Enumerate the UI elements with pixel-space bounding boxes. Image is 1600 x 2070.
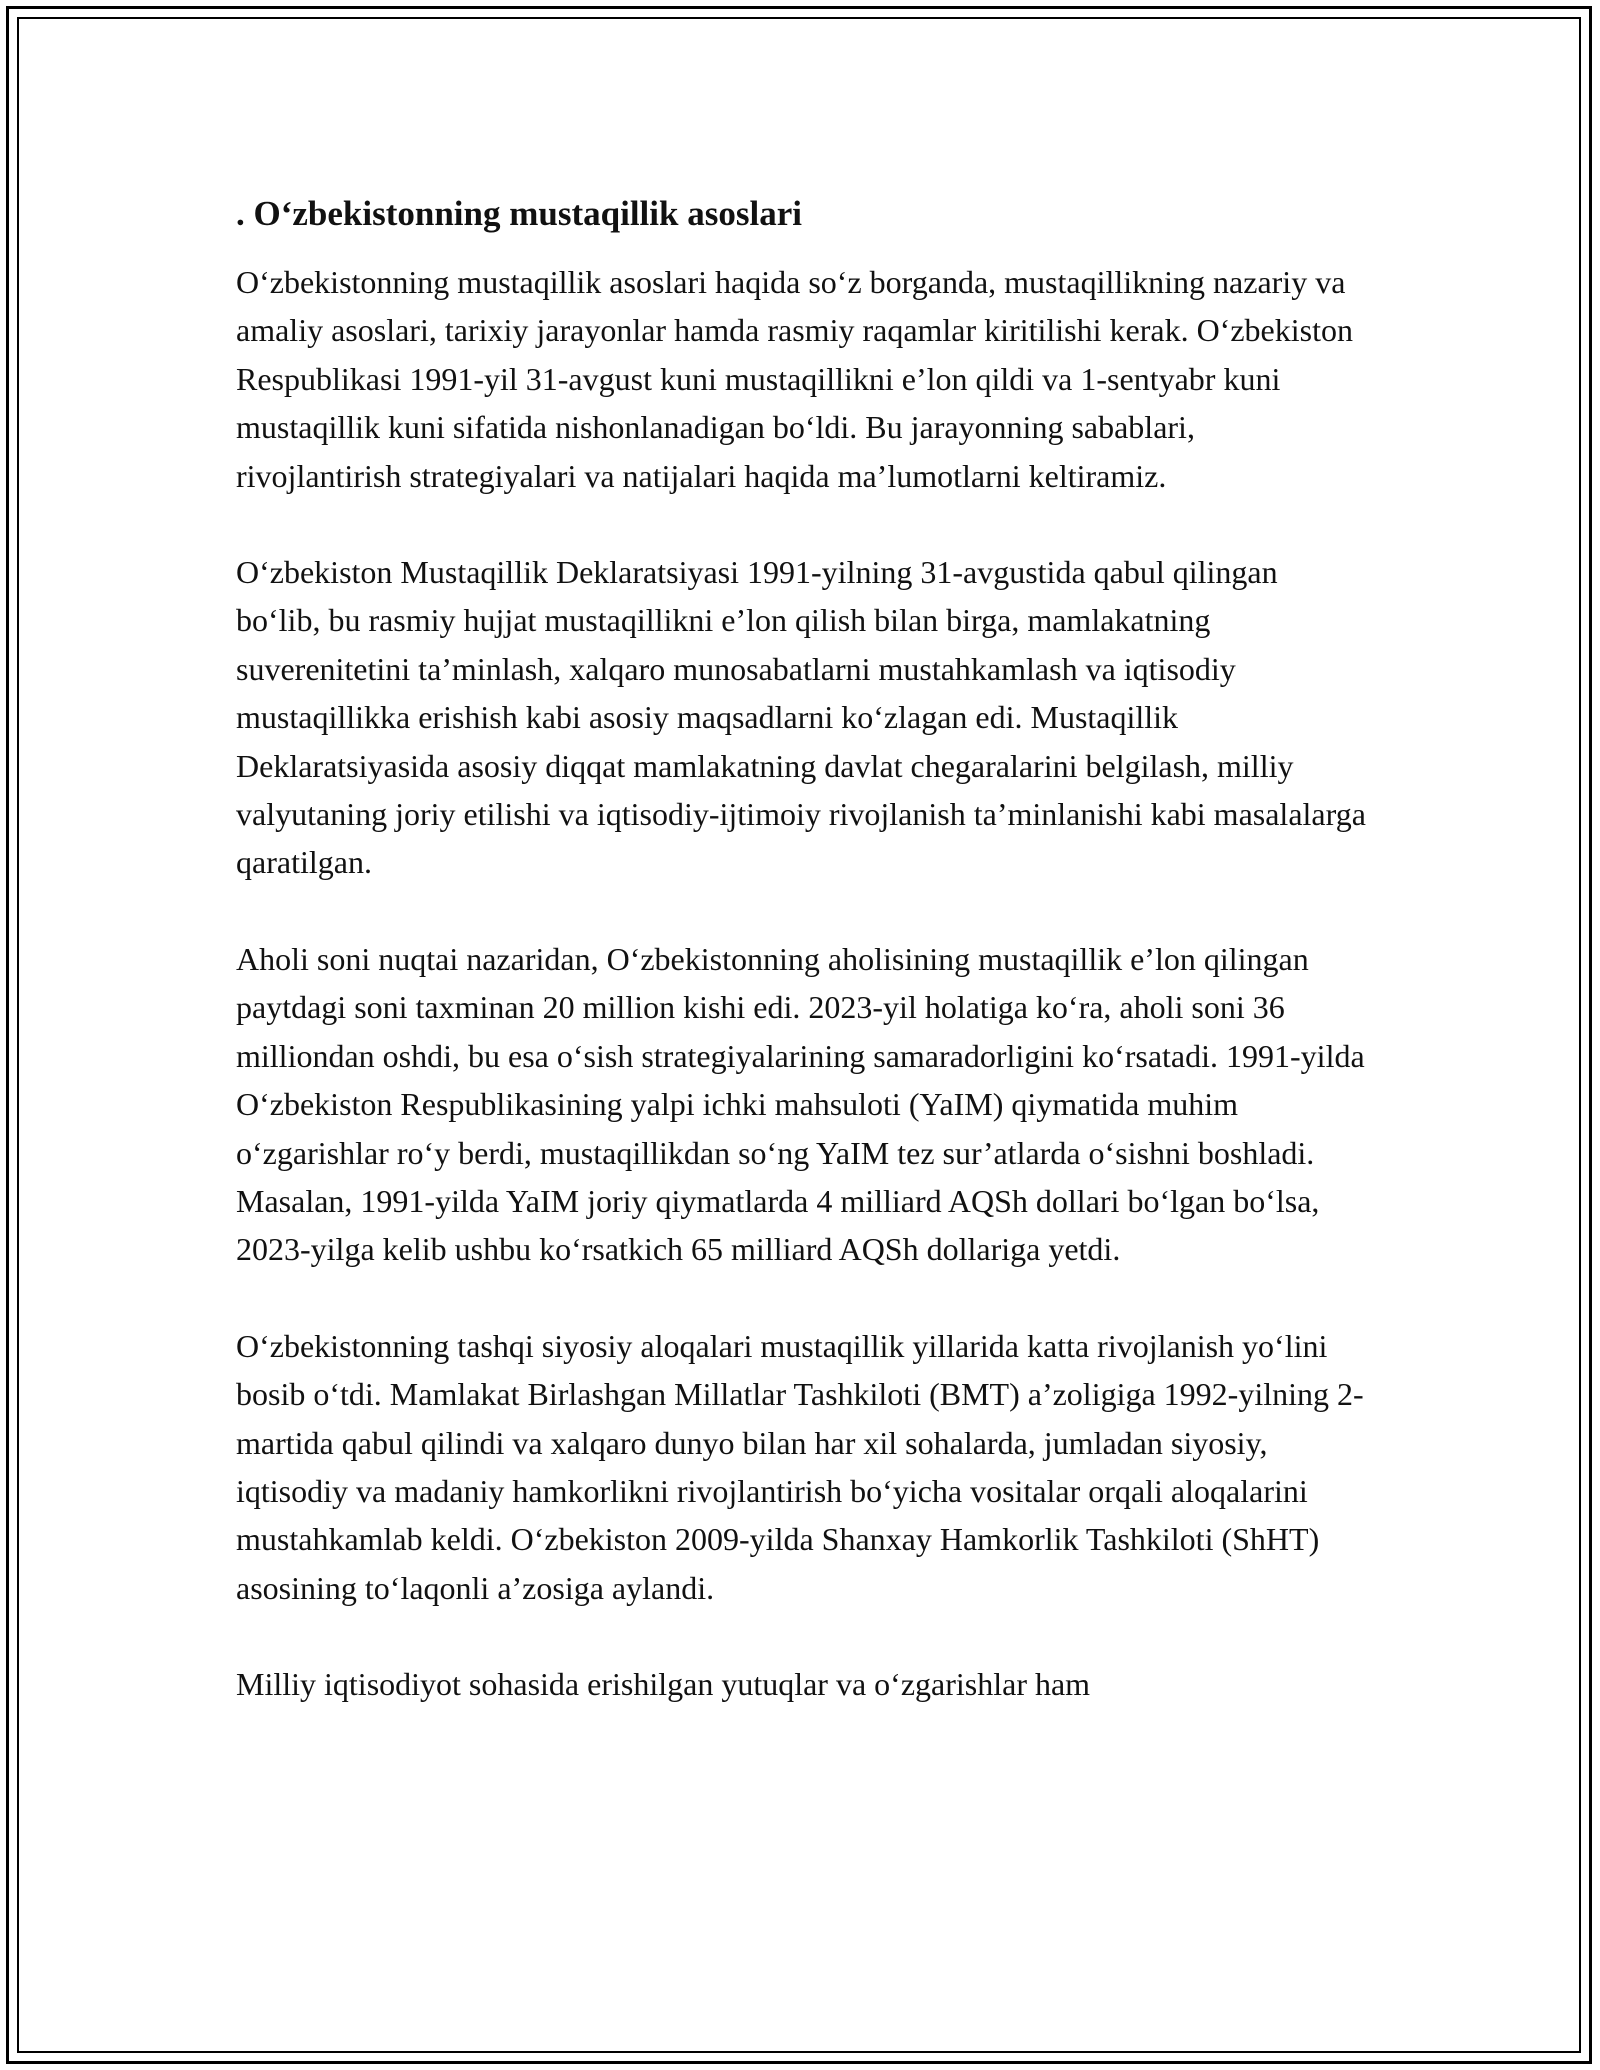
- document-body: [236, 190, 1366, 1757]
- paragraph-4: O‘zbekistonning tashqi siyosiy aloqalari mustaqillik yillarida katta rivojlanish yo‘lini bosib o‘tdi. Mamlakat Birlashgan Millatlar Tashkiloti (BMT) a’zoligiga 1992-yilning 2-martida qabul qilindi va xalqaro dunyo bilan har xil sohalarda, jumladan siyosiy, iqtisodiy va madaniy hamkorlikni rivojlantirish bo‘yicha vositalar orqali aloqalarini mustahkamlab keldi. O‘zbekiston 2009-yilda Shanxay Hamkorlik Tashkiloti (ShHT) asosining to‘laqonli a’zosiga aylandi.: [236, 1327, 1364, 1606]
- paragraph-3: Aholi soni nuqtai nazaridan, O‘zbekistonning aholisining mustaqillik e’lon qilingan paytdagi soni taxminan 20 million kishi edi. 2023-yil holatiga ko‘ra, aholi soni 36 milliondan oshdi, bu esa o‘sish strategiyalarining samaradorligini ko‘rsatadi. 1991-yilda O‘zbekiston Respublikasining yalpi ichki mahsuloti (YaIM) qiymatida muhim o‘zgarishlar ro‘y berdi, mustaqillikdan so‘ng YaIM tez sur’atlarda o‘sishni boshladi. Masalan, 1991-yilda YaIM joriy qiymatlarda 4 milliard AQSh dollari bo‘lgan bo‘lsa, 2023-yilga kelib ushbu ko‘rsatkich 65 milliard AQSh dollariga yetdi.: [236, 940, 1365, 1268]
- paragraph-1: O‘zbekistonning mustaqillik asoslari haqida so‘z borganda, mustaqillikning nazariy va amaliy asoslari, tarixiy jarayonlar hamda rasmiy raqamlar kiritilishi kerak. O‘zbekiston Respublikasi 1991-yil 31-avgust kuni mustaqillikni e’lon qildi va 1-sentyabr kuni mustaqillik kuni sifatida nishonlanadigan bo‘ldi. Bu jarayonning sabablari, rivojlantirish strategiyalari va natijalari haqida ma’lumotlarni keltiramiz.: [236, 264, 1353, 494]
- document-title: . O‘zbekistonning mustaqillik asoslari: [236, 194, 802, 233]
- paragraph-2: O‘zbekiston Mustaqillik Deklaratsiyasi 1991-yilning 31-avgustida qabul qilingan bo‘lib, bu rasmiy hujjat mustaqillikni e’lon qilish bilan birga, mamlakatning suverenitetini ta’minlash, xalqaro munosabatlarni mustahkamlash va iqtisodiy mustaqillikka erishish kabi asosiy maqsadlarni ko‘zlagan edi. Mustaqillik Deklaratsiyasida asosiy diqqat mamlakatning davlat chegaralarini belgilash, milliy valyutaning joriy etilishi va iqtisodiy-ijtimoiy rivojlanish ta’minlanishi kabi masalalarga qaratilgan.: [236, 554, 1366, 881]
- paragraph-5: Milliy iqtisodiyot sohasida erishilgan yutuqlar va o‘zgarishlar ham: [236, 1666, 1091, 1703]
